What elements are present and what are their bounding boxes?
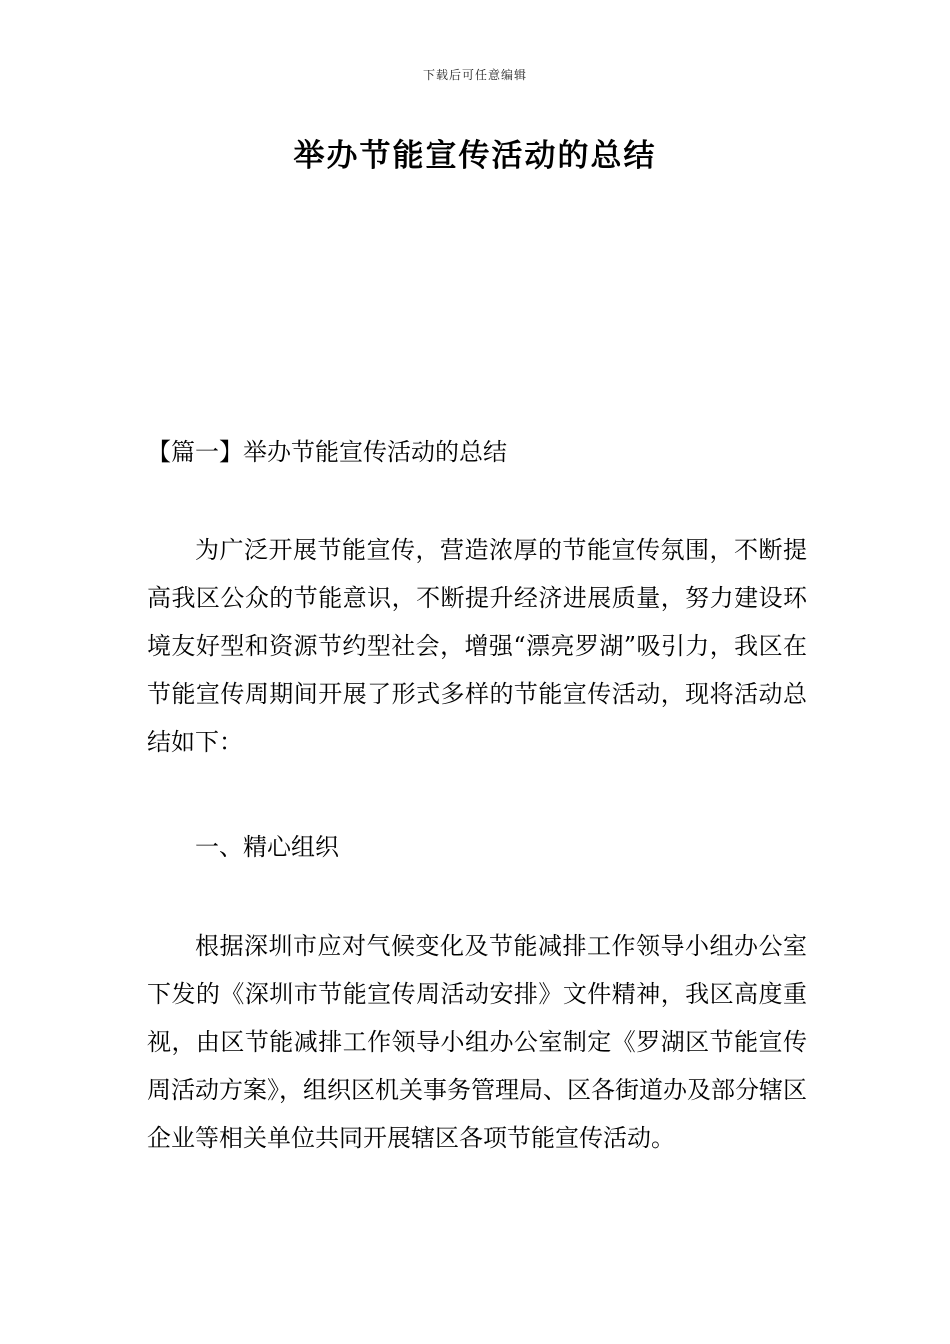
header-note: 下载后可任意编辑 <box>422 68 527 82</box>
paragraph-intro: 为广泛开展节能宣传，营造浓厚的节能宣传氛围，不断提高我区公众的节能意识，不断提升经济进展质量，努力建设环境友好型和资源节约型社会，增强“漂亮罗湖”吸引力，我区在节能宣传周期间开展了形式多样的节能宣传活动，现将活动总结如下： <box>147 536 807 756</box>
section-heading: 【篇一】举办节能宣传活动的总结 <box>147 438 507 466</box>
document-title: 举办节能宣传活动的总结 <box>293 138 657 174</box>
paragraph-organization: 根据深圳市应对气候变化及节能减排工作领导小组办公室下发的《深圳市节能宣传周活动安排》文件精神，我区高度重视，由区节能减排工作领导小组办公室制定《罗湖区节能宣传周活动方案》，组织区机关事务管理局、区各街道办及部分辖区企业等相关单位共同开展辖区各项节能宣传活动。 <box>147 932 807 1152</box>
subheading-organization: 一、精心组织 <box>195 833 339 861</box>
